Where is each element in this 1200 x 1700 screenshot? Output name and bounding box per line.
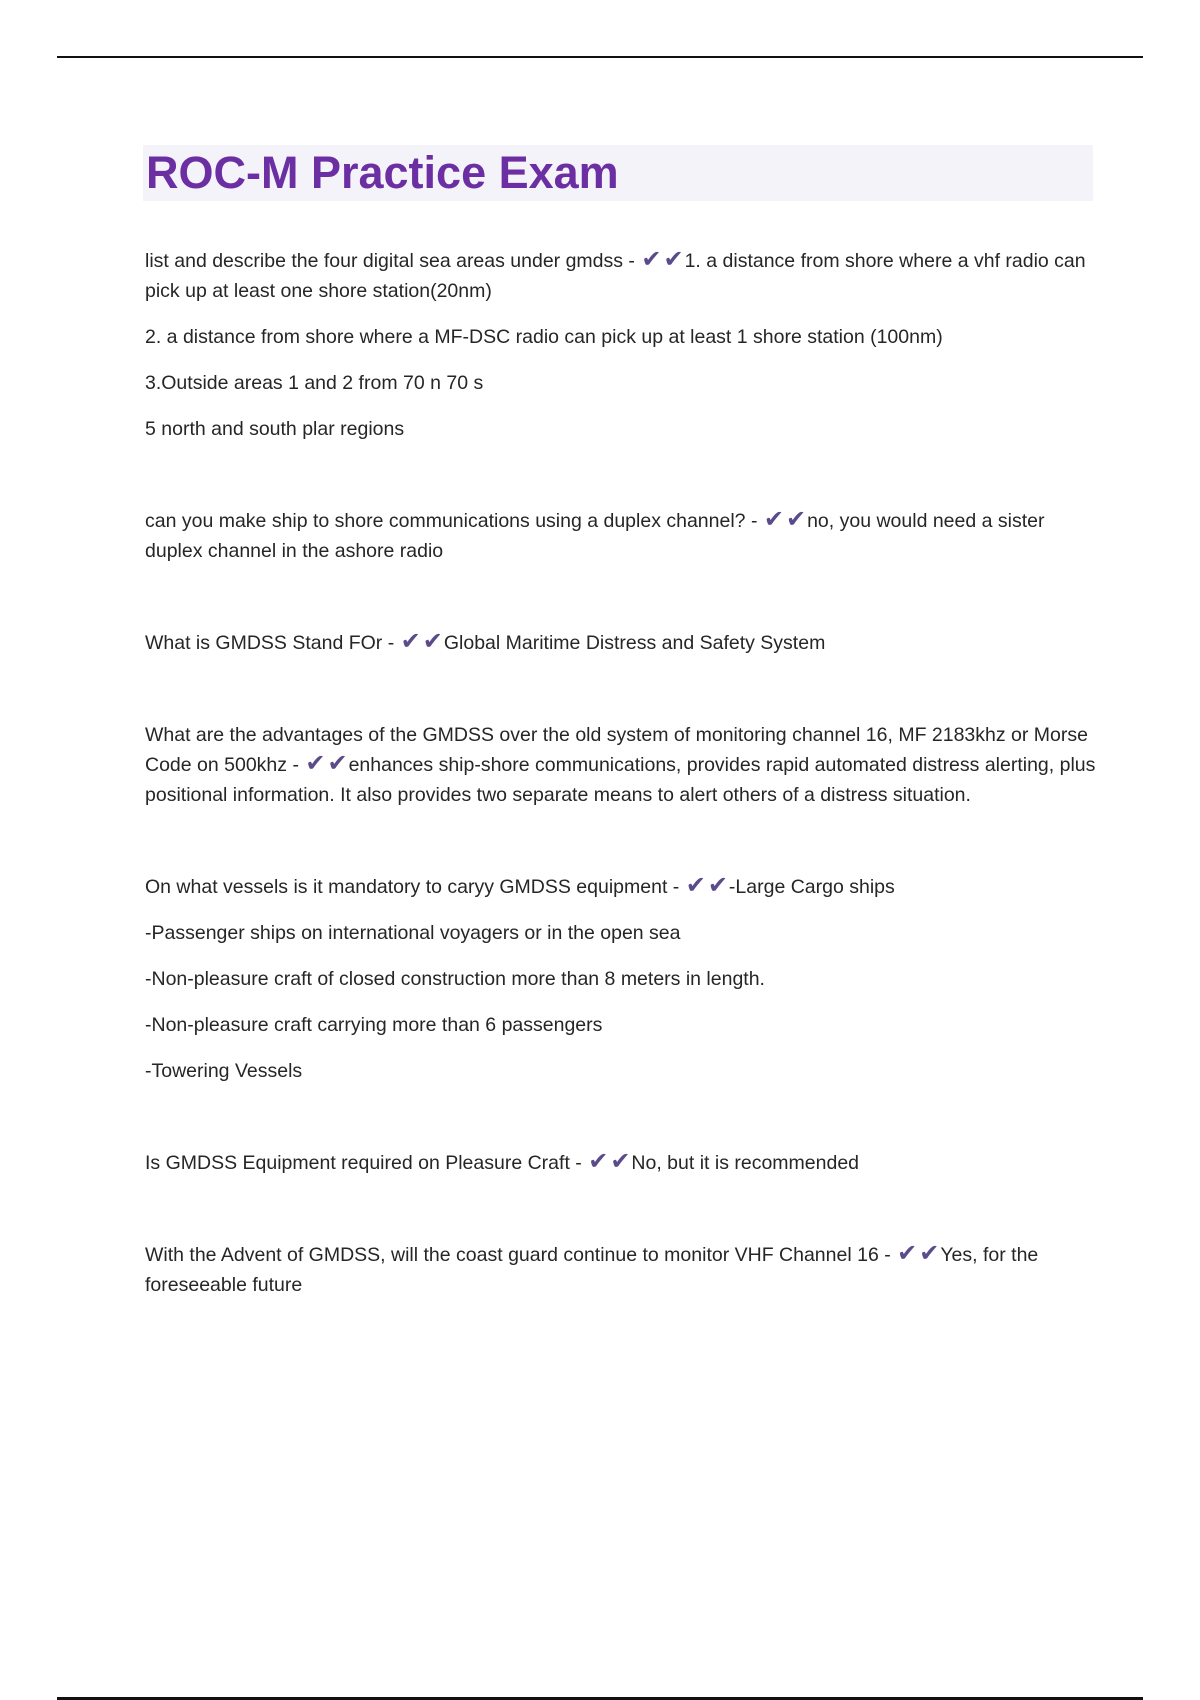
check-icon: ✔ bbox=[400, 628, 421, 655]
qa-item bbox=[145, 1148, 1097, 1178]
check-icon: ✔ bbox=[897, 1240, 918, 1267]
check-icon: ✔ bbox=[707, 872, 728, 899]
question-text: list and describe the four digital sea areas under gmdss - bbox=[145, 250, 635, 272]
check-icon: ✔ bbox=[588, 1148, 609, 1175]
qa-line bbox=[145, 1148, 1097, 1178]
question-text: can you make ship to shore communications using a duplex channel? - bbox=[145, 510, 758, 532]
check-icon: ✔ bbox=[305, 750, 326, 777]
answer-text: 1. a distance from shore where a vhf radio can pick up at least one shore station(20nm) bbox=[145, 250, 1086, 302]
question-text: What are the advantages of the GMDSS over the old system of monitoring channel 16, MF 2183khz or Morse Code on 500khz - bbox=[145, 724, 1088, 776]
question-text: What is GMDSS Stand FOr - bbox=[145, 632, 395, 654]
qa-line bbox=[145, 506, 1097, 566]
answer-line: 3.Outside areas 1 and 2 from 70 n 70 s bbox=[145, 372, 484, 394]
answer-text: No, but it is recommended bbox=[631, 1152, 860, 1174]
qa-item bbox=[145, 506, 1097, 566]
qa-line bbox=[145, 1240, 1097, 1300]
question-text: Is GMDSS Equipment required on Pleasure Craft - bbox=[145, 1152, 582, 1174]
qa-line bbox=[145, 628, 1097, 658]
question-text: On what vessels is it mandatory to caryy GMDSS equipment - bbox=[145, 876, 680, 898]
qa-item bbox=[145, 628, 1097, 658]
check-icon: ✔ bbox=[610, 1148, 631, 1175]
qa-item bbox=[145, 246, 1097, 444]
answer-text: enhances ship-shore communications, provides rapid automated distress alerting, plus positional information. It also provides two separate means to alert others of a distress situation. bbox=[145, 754, 1096, 806]
top-rule bbox=[57, 56, 1143, 58]
qa-item bbox=[145, 872, 1097, 1086]
check-icon: ✔ bbox=[685, 872, 706, 899]
answer-line: -Towering Vessels bbox=[145, 1060, 303, 1082]
check-icon: ✔ bbox=[919, 1240, 940, 1267]
qa-item bbox=[145, 1240, 1097, 1300]
check-icon: ✔ bbox=[785, 506, 807, 533]
answer-text: Global Maritime Distress and Safety System bbox=[443, 632, 826, 654]
check-icon: ✔ bbox=[663, 246, 684, 273]
answer-text: Yes, for the foreseeable future bbox=[145, 1244, 1039, 1296]
answer-text: no, you would need a sister duplex channel in the ashore radio bbox=[145, 510, 1045, 562]
qa-item bbox=[145, 720, 1097, 810]
title-band bbox=[143, 145, 1093, 201]
answer-line: -Passenger ships on international voyagers or in the open sea bbox=[145, 922, 681, 944]
answer-line: -Non-pleasure craft carrying more than 6 passengers bbox=[145, 1014, 603, 1036]
qa-line bbox=[145, 872, 1097, 902]
check-icon: ✔ bbox=[641, 246, 662, 273]
qa-line bbox=[145, 246, 1097, 306]
answer-line: 2. a distance from shore where a MF-DSC radio can pick up at least 1 shore station (100nm) bbox=[145, 326, 943, 348]
answer-line: -Non-pleasure craft of closed construction more than 8 meters in length. bbox=[145, 968, 765, 990]
answer-text: -Large Cargo ships bbox=[728, 876, 895, 898]
check-icon: ✔ bbox=[422, 628, 443, 655]
check-icon: ✔ bbox=[327, 750, 348, 777]
qa-line bbox=[145, 720, 1097, 810]
page-title: ROC-M Practice Exam bbox=[146, 147, 619, 198]
answer-line: 5 north and south plar regions bbox=[145, 418, 405, 440]
question-text: With the Advent of GMDSS, will the coast guard continue to monitor VHF Channel 16 - bbox=[145, 1244, 891, 1266]
qa-list bbox=[145, 246, 1097, 1362]
check-icon: ✔ bbox=[763, 506, 784, 533]
